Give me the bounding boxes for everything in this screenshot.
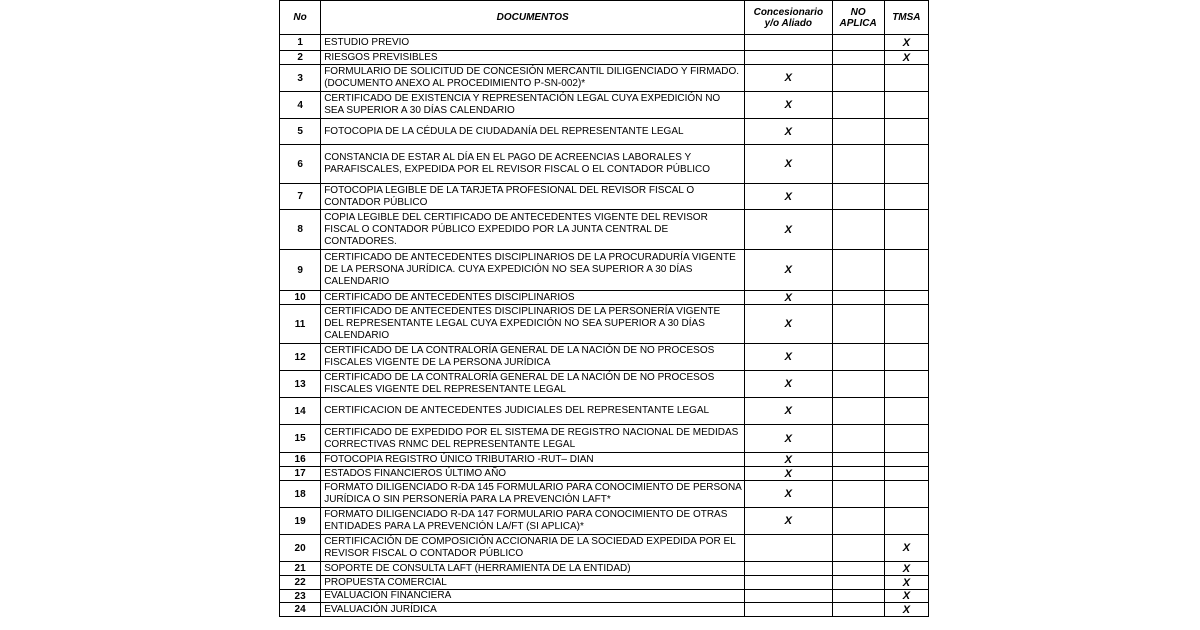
row-number: 21 [280, 562, 321, 576]
row-document: CONSTANCIA DE ESTAR AL DÍA EN EL PAGO DE ACREENCIAS LABORALES Y PARAFISCALES, EXPEDIDA POR EL REVISOR FISCAL O EL CONTADOR PÚBLICO [321, 145, 745, 184]
row-number: 6 [280, 145, 321, 184]
header-concesionario: Concesionario y/o Aliado [745, 1, 832, 35]
row-document: CERTIFICADO DE LA CONTRALORÍA GENERAL DE LA NACIÓN DE NO PROCESOS FISCALES VIGENTE DEL REPRESENTANTE LEGAL [321, 371, 745, 398]
row-no-aplica [832, 467, 884, 481]
row-tmsa: X [884, 51, 928, 65]
row-concesionario [745, 562, 832, 576]
row-tmsa: X [884, 590, 928, 603]
row-no-aplica [832, 65, 884, 92]
row-tmsa [884, 453, 928, 467]
row-document: FORMATO DILIGENCIADO R-DA 145 FORMULARIO PARA CONOCIMIENTO DE PERSONA JURÍDICA O SIN PERSONERÍA PARA LA PREVENCIÓN LAFT* [321, 481, 745, 508]
row-concesionario: X [745, 371, 832, 398]
row-no-aplica [832, 398, 884, 425]
row-concesionario [745, 51, 832, 65]
row-no-aplica [832, 453, 884, 467]
row-concesionario: X [745, 145, 832, 184]
row-tmsa [884, 398, 928, 425]
row-tmsa [884, 250, 928, 291]
row-number: 22 [280, 576, 321, 590]
row-concesionario [745, 576, 832, 590]
table-row [280, 35, 929, 51]
row-number: 10 [280, 291, 321, 305]
row-concesionario: X [745, 65, 832, 92]
table-row [280, 291, 929, 305]
header-no-aplica: NO APLICA [832, 1, 884, 35]
row-number: 24 [280, 603, 321, 617]
row-document: EVALUACIÓN JURÍDICA [321, 603, 745, 617]
table-row [280, 344, 929, 371]
row-concesionario: X [745, 425, 832, 453]
row-number: 18 [280, 481, 321, 508]
row-document: EVALUACIÓN FINANCIERA [321, 590, 745, 603]
row-document: FOTOCOPIA DE LA CÉDULA DE CIUDADANÍA DEL REPRESENTANTE LEGAL [321, 119, 745, 145]
table-row [280, 590, 929, 603]
row-document: CERTIFICACION DE ANTECEDENTES JUDICIALES DEL REPRESENTANTE LEGAL [321, 398, 745, 425]
row-document: ESTUDIO PREVIO [321, 35, 745, 51]
row-concesionario [745, 603, 832, 617]
header-row [280, 1, 929, 35]
row-document: CERTIFICADO DE EXPEDIDO POR EL SISTEMA DE REGISTRO NACIONAL DE MEDIDAS CORRECTIVAS RNMC DEL REPRESENTANTE LEGAL [321, 425, 745, 453]
row-concesionario: X [745, 119, 832, 145]
row-no-aplica [832, 184, 884, 210]
header-no: No [280, 1, 321, 35]
table-row [280, 603, 929, 617]
row-document: SOPORTE DE CONSULTA LAFT (HERRAMIENTA DE LA ENTIDAD) [321, 562, 745, 576]
row-concesionario: X [745, 398, 832, 425]
row-document: RIESGOS PREVISIBLES [321, 51, 745, 65]
row-no-aplica [832, 508, 884, 535]
table-row [280, 508, 929, 535]
row-document: COPIA LEGIBLE DEL CERTIFICADO DE ANTECEDENTES VIGENTE DEL REVISOR FISCAL O CONTADOR PÚBLICO EXPEDIDO POR LA JUNTA CENTRAL DE CONTADORES. [321, 210, 745, 250]
row-no-aplica [832, 603, 884, 617]
table-row [280, 51, 929, 65]
table-row [280, 250, 929, 291]
row-number: 19 [280, 508, 321, 535]
row-tmsa [884, 344, 928, 371]
row-tmsa: X [884, 535, 928, 562]
row-number: 11 [280, 305, 321, 344]
row-number: 9 [280, 250, 321, 291]
row-concesionario: X [745, 250, 832, 291]
row-document: FORMATO DILIGENCIADO R-DA 147 FORMULARIO PARA CONOCIMIENTO DE OTRAS ENTIDADES PARA LA PREVENCIÓN LA/FT (SI APLICA)* [321, 508, 745, 535]
row-tmsa [884, 425, 928, 453]
row-concesionario: X [745, 184, 832, 210]
row-tmsa [884, 65, 928, 92]
row-document: ESTADOS FINANCIEROS ÚLTIMO AÑO [321, 467, 745, 481]
table-row [280, 184, 929, 210]
header-tmsa: TMSA [884, 1, 928, 35]
row-no-aplica [832, 291, 884, 305]
row-number: 12 [280, 344, 321, 371]
row-tmsa [884, 119, 928, 145]
row-no-aplica [832, 590, 884, 603]
table-row [280, 467, 929, 481]
table-row [280, 65, 929, 92]
row-tmsa [884, 305, 928, 344]
row-no-aplica [832, 35, 884, 51]
row-tmsa [884, 508, 928, 535]
row-number: 3 [280, 65, 321, 92]
row-no-aplica [832, 305, 884, 344]
table-body [280, 35, 929, 617]
row-no-aplica [832, 425, 884, 453]
row-number: 14 [280, 398, 321, 425]
row-no-aplica [832, 51, 884, 65]
row-number: 16 [280, 453, 321, 467]
row-concesionario: X [745, 291, 832, 305]
table-row [280, 398, 929, 425]
row-concesionario: X [745, 453, 832, 467]
row-no-aplica [832, 250, 884, 291]
row-concesionario: X [745, 467, 832, 481]
table-row [280, 305, 929, 344]
row-document: FOTOCOPIA REGISTRO ÚNICO TRIBUTARIO -RUT– DIAN [321, 453, 745, 467]
row-document: CERTIFICADO DE LA CONTRALORÍA GENERAL DE LA NACIÓN DE NO PROCESOS FISCALES VIGENTE DE LA PERSONA JURÍDICA [321, 344, 745, 371]
row-no-aplica [832, 210, 884, 250]
row-no-aplica [832, 119, 884, 145]
row-no-aplica [832, 371, 884, 398]
row-number: 7 [280, 184, 321, 210]
row-document: CERTIFICADO DE ANTECEDENTES DISCIPLINARIOS [321, 291, 745, 305]
row-no-aplica [832, 344, 884, 371]
row-number: 5 [280, 119, 321, 145]
row-number: 17 [280, 467, 321, 481]
row-tmsa [884, 467, 928, 481]
row-document: FOTOCOPIA LEGIBLE DE LA TARJETA PROFESIONAL DEL REVISOR FISCAL O CONTADOR PÚBLICO [321, 184, 745, 210]
row-document: CERTIFICADO DE EXISTENCIA Y REPRESENTACIÓN LEGAL CUYA EXPEDICIÓN NO SEA SUPERIOR A 30 DÍAS CALENDARIO [321, 92, 745, 119]
row-tmsa [884, 145, 928, 184]
row-tmsa: X [884, 576, 928, 590]
row-concesionario: X [745, 481, 832, 508]
table-row [280, 119, 929, 145]
row-tmsa: X [884, 603, 928, 617]
row-concesionario: X [745, 344, 832, 371]
row-tmsa: X [884, 35, 928, 51]
row-number: 13 [280, 371, 321, 398]
row-document: FORMULARIO DE SOLICITUD DE CONCESIÓN MERCANTIL DILIGENCIADO Y FIRMADO. (DOCUMENTO ANEXO AL PROCEDIMIENTO P-SN-002)* [321, 65, 745, 92]
row-concesionario [745, 590, 832, 603]
row-concesionario: X [745, 92, 832, 119]
table-row [280, 371, 929, 398]
row-number: 4 [280, 92, 321, 119]
table-row [280, 481, 929, 508]
row-no-aplica [832, 562, 884, 576]
row-document: CERTIFICADO DE ANTECEDENTES DISCIPLINARIOS DE LA PROCURADURÍA VIGENTE DE LA PERSONA JURÍDICA. CUYA EXPEDICIÓN NO SEA SUPERIOR A 30 DÍAS CALENDARIO [321, 250, 745, 291]
table-row [280, 453, 929, 467]
row-tmsa [884, 481, 928, 508]
row-number: 23 [280, 590, 321, 603]
row-document: CERTIFICACIÓN DE COMPOSICIÓN ACCIONARIA DE LA SOCIEDAD EXPEDIDA POR EL REVISOR FISCAL O CONTADOR PÚBLICO [321, 535, 745, 562]
table-row [280, 210, 929, 250]
row-no-aplica [832, 92, 884, 119]
row-document: PROPUESTA COMERCIAL [321, 576, 745, 590]
row-number: 15 [280, 425, 321, 453]
row-no-aplica [832, 481, 884, 508]
row-concesionario: X [745, 210, 832, 250]
row-tmsa [884, 184, 928, 210]
row-concesionario [745, 35, 832, 51]
documents-table [279, 0, 929, 617]
row-no-aplica [832, 576, 884, 590]
row-tmsa [884, 92, 928, 119]
row-document: CERTIFICADO DE ANTECEDENTES DISCIPLINARIOS DE LA PERSONERÍA VIGENTE DEL REPRESENTANTE LEGAL CUYA EXPEDICIÓN NO SEA SUPERIOR A 30 DÍAS CALENDARIO [321, 305, 745, 344]
row-number: 2 [280, 51, 321, 65]
table-row [280, 562, 929, 576]
row-concesionario: X [745, 508, 832, 535]
row-tmsa [884, 371, 928, 398]
row-tmsa [884, 291, 928, 305]
row-tmsa: X [884, 562, 928, 576]
header-documentos: DOCUMENTOS [321, 1, 745, 35]
row-number: 8 [280, 210, 321, 250]
row-concesionario: X [745, 305, 832, 344]
row-number: 1 [280, 35, 321, 51]
row-no-aplica [832, 145, 884, 184]
table-row [280, 145, 929, 184]
row-no-aplica [832, 535, 884, 562]
table-row [280, 535, 929, 562]
table-row [280, 425, 929, 453]
row-number: 20 [280, 535, 321, 562]
table-row [280, 576, 929, 590]
row-concesionario [745, 535, 832, 562]
table-row [280, 92, 929, 119]
row-tmsa [884, 210, 928, 250]
